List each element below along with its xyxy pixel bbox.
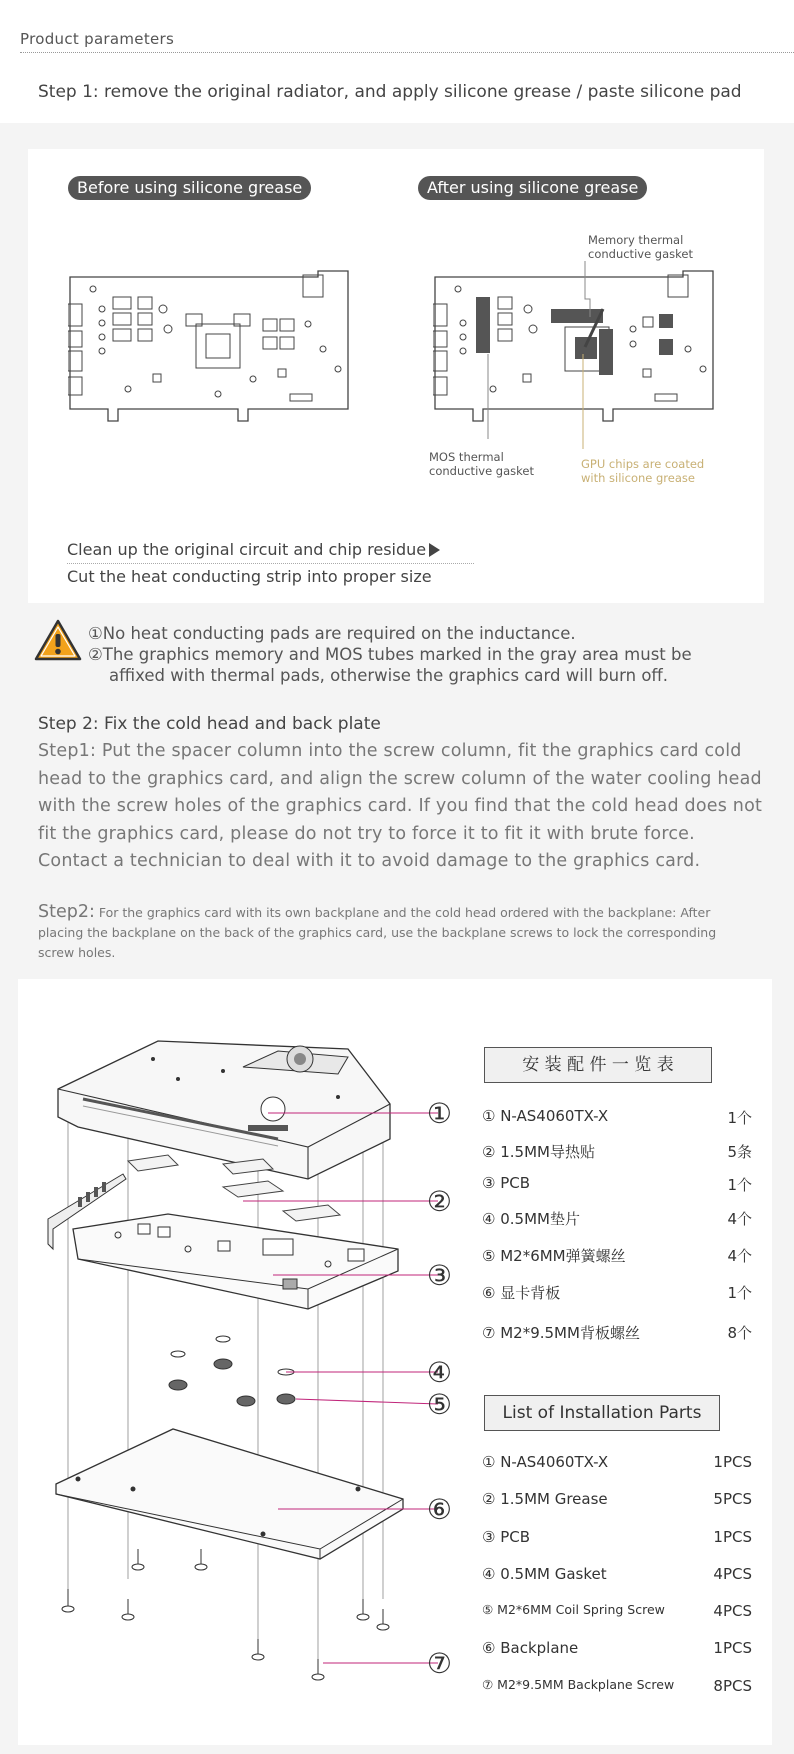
annotation-leaders [28, 149, 764, 603]
parts-en-row-qty: 4PCS [713, 1602, 752, 1620]
parts-en-row-qty: 1PCS [713, 1528, 752, 1546]
parts-cn-row-qty: 1个 [727, 1109, 752, 1127]
step2-paragraph: Step1: Put the spacer column into the screw column, fit the graphics card cold head to the graphics card, and align the screw column of the water cooling head with the screw holes of the graphics card. If you find that the cold head does not fit the graphics card, please do not try to force it to fit it with brute force. Contact a technician to deal with it to avoid damage to the graphics card. [38, 741, 763, 871]
callout-3: ③ [426, 1259, 452, 1292]
parts-en-row-qty: 8PCS [713, 1677, 752, 1695]
callout-5: ⑤ [426, 1388, 452, 1421]
warning-line-1: ①No heat conducting pads are required on the inductance. [88, 624, 576, 643]
warning-line-2: ②The graphics memory and MOS tubes marked in the gray area must be [88, 645, 692, 664]
memory-gasket-annotation: Memory thermal conductive gasket [588, 233, 693, 261]
parts-en-row-label: ② 1.5MM Grease [482, 1490, 608, 1508]
parts-cn-row-qty: 1个 [727, 1176, 752, 1194]
callout-1: ① [426, 1097, 452, 1130]
parts-cn-row-qty: 4个 [727, 1247, 752, 1265]
parts-cn-row-label: ③ PCB [482, 1174, 531, 1192]
parts-en-row-qty: 1PCS [713, 1639, 752, 1657]
step2-sub-lead: Step2: [38, 902, 95, 922]
step2-title: Step 2: Fix the cold head and back plate [38, 714, 381, 734]
parts-en-row-qty: 4PCS [713, 1565, 752, 1583]
installation-panel [18, 979, 772, 1745]
after-label: After using silicone grease [418, 176, 647, 200]
parts-cn-row-label: ④ 0.5MM垫片 [482, 1210, 580, 1228]
page-header [0, 0, 794, 56]
parts-en-row-label: ① N-AS4060TX-X [482, 1453, 609, 1471]
parts-cn-row-qty: 4个 [727, 1210, 752, 1228]
callout-4: ④ [426, 1356, 452, 1389]
callout-numbers [18, 979, 458, 1745]
parts-cn-row-qty: 8个 [727, 1324, 752, 1342]
warning-icon [34, 618, 82, 662]
parts-cn-row-label: ⑦ M2*9.5MM背板螺丝 [482, 1324, 640, 1342]
tip-divider [67, 563, 474, 564]
before-label: Before using silicone grease [68, 176, 311, 200]
gpu-grease-annotation: GPU chips are coated with silicone grease [581, 457, 705, 485]
tip-clean-residue [67, 540, 440, 559]
warning-line-3: affixed with thermal pads, otherwise the graphics card will burn off. [109, 666, 669, 685]
parts-list-cn-header: 安 装 配 件 一 览 表 [484, 1047, 712, 1083]
parts-en-row-label: ③ PCB [482, 1528, 531, 1546]
parts-cn-row-label: ⑤ M2*6MM弹簧螺丝 [482, 1247, 626, 1265]
tip-cut-strip: Cut the heat conducting strip into proper size [67, 567, 432, 586]
callout-6: ⑥ [426, 1493, 452, 1526]
parts-en-row-qty: 5PCS [713, 1490, 752, 1508]
step2-sub-text: For the graphics card with its own backplane and the cold head ordered with the backplane: After placing the backplane on the back of the graphics card, use the backplane screws to lock the corresponding screw holes. [38, 905, 717, 960]
step2-backplane-note [38, 902, 738, 963]
parts-cn-row-label: ② 1.5MM导热贴 [482, 1143, 595, 1161]
parts-cn-row-label: ⑥ 显卡背板 [482, 1284, 561, 1302]
parts-en-row-label: ⑦ M2*9.5MM Backplane Screw [482, 1677, 675, 1692]
grease-comparison-panel [28, 149, 764, 603]
parts-cn-row-label: ① N-AS4060TX-X [482, 1107, 609, 1125]
play-triangle-icon [429, 543, 440, 557]
header-title: Product parameters [20, 30, 175, 48]
callout-2: ② [426, 1185, 452, 1218]
header-divider [20, 52, 794, 53]
parts-cn-row-qty: 5条 [727, 1143, 752, 1161]
mos-gasket-annotation: MOS thermal conductive gasket [429, 450, 534, 478]
parts-en-row-label: ⑥ Backplane [482, 1639, 579, 1657]
parts-en-row-label: ⑤ M2*6MM Coil Spring Screw [482, 1602, 665, 1617]
parts-en-row-qty: 1PCS [713, 1453, 752, 1471]
step1-title: Step 1: remove the original radiator, and apply silicone grease / paste silicone pad [38, 82, 742, 102]
parts-en-row-label: ④ 0.5MM Gasket [482, 1565, 607, 1583]
parts-list-en-header: List of Installation Parts [484, 1395, 720, 1431]
callout-7: ⑦ [426, 1647, 452, 1680]
tip-clean-text: Clean up the original circuit and chip residue [67, 540, 427, 559]
parts-cn-row-qty: 1个 [727, 1284, 752, 1302]
